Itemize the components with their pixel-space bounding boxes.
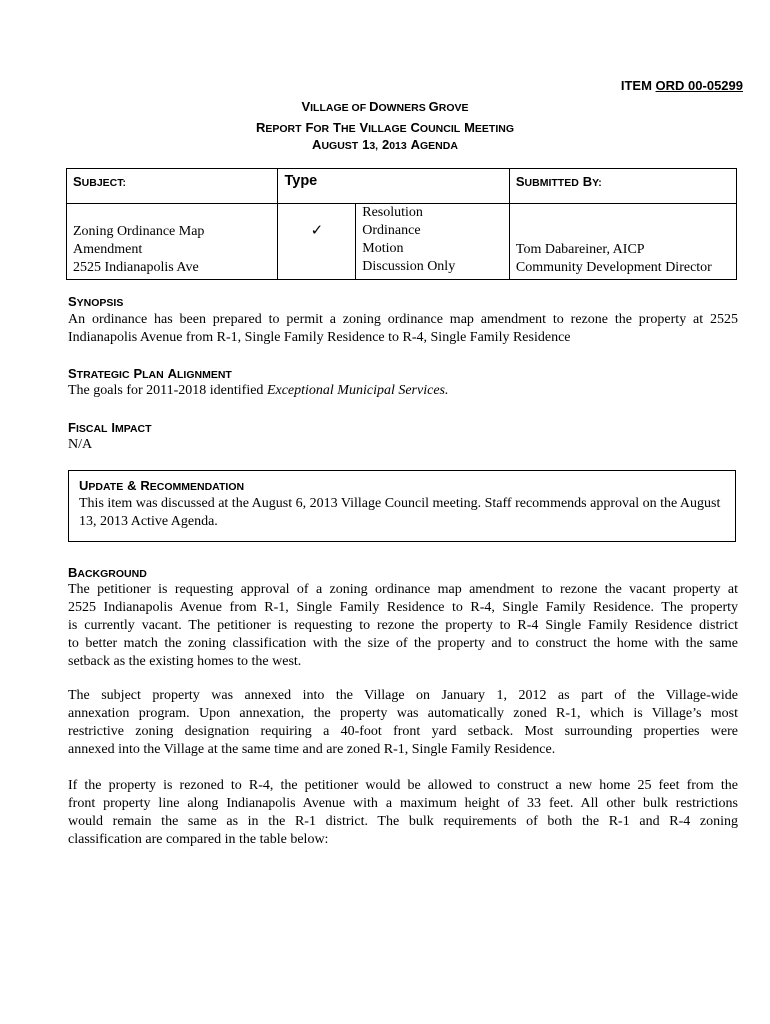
item-prefix: ITEM [620,78,652,93]
type-check-cell [278,204,356,280]
background-paragraph-1: The petitioner is requesting approval of a zoning ordinance map amendment to rezone the vacant property at 2525 Indianapolis Avenue from R-1, Single Family Residence to R-4, Single Family Residence. The property is currently vacant. The petitioner is requesting to rezone the property to R-4 Single Family Residence district to better match the zoning classification with the size of the property and to construct the home with the same setback as the existing homes to the west. [68,582,738,669]
fiscal-impact-title: FISCAL IMPACT [68,420,152,435]
subject-line: Zoning Ordinance Map [73,224,205,239]
type-option-ordinance: Ordinance [362,223,421,238]
submitter-name: Tom Dabareiner, AICP [515,242,645,257]
type-header: Type [278,169,509,204]
type-option-resolution: Resolution [362,205,423,220]
type-option-motion: Motion [362,241,404,256]
strategic-plan-title: STRATEGIC PLAN ALIGNMENT [68,366,232,381]
subject-header: SUBJECT: [67,169,278,204]
fiscal-impact-body: N/A [68,437,93,452]
type-options-cell [356,204,510,280]
update-recommendation-title: UPDATE & RECOMMENDATION [79,478,245,493]
checkmark-icon: ✓ [310,221,324,239]
report-title: REPORT FOR THE VILLAGE COUNCIL MEETING [255,120,514,135]
submitted-by-header: SUBMITTED BY: [509,169,736,204]
subject-line: 2525 Indianapolis Ave [73,260,199,275]
type-option-discussion-only: Discussion Only [362,259,456,274]
agenda-title: AUGUST 13, 2013 AGENDA [312,137,458,152]
subject-table-header-row [67,169,737,204]
submitted-by-cell [509,204,736,280]
update-recommendation-box [68,470,736,542]
subject-line: Amendment [73,242,143,257]
synopsis-title: SYNOPSIS [68,294,124,309]
background-title: BACKGROUND [68,565,147,580]
background-paragraph-2: The subject property was annexed into the Village on January 1, 2012 as part of the Village-wide annexation program. Upon annexation, the property was automatically zoned R-1, which is Village’s most restrictive zoning designation requiring a 40-foot front yard setback. Most surrounding properties were annexed into the Village at the same time and are zoned R-1, Single Family Residence. [68,688,738,757]
background-paragraph-3: If the property is rezoned to R-4, the petitioner would be allowed to construct a new home 25 feet from the front property line along Indianapolis Avenue with a maximum height of 33 feet. All other bulk restrictions would remain the same as in the R-1 district. The bulk requirements of both the R-1 and R-4 zoning classification are compared in the table below: [68,778,738,847]
subject-table [66,168,737,280]
strategic-plan-body: The goals for 2011-2018 identified Exceptional Municipal Services. [68,383,449,398]
item-number [621,78,743,93]
item-ordinance-number: ORD 00-05299 [655,78,743,93]
subject-cell [67,204,278,280]
village-title: VILLAGE OF DOWNERS GROVE [301,99,469,114]
synopsis-body: An ordinance has been prepared to permit a zoning ordinance map amendment to rezone the property at 2525 Indianapolis Avenue from R-1, Single Family Residence to R-4, Single Family Residence [68,312,738,345]
submitter-title: Community Development Director [515,260,712,275]
strategic-goal: Exceptional Municipal Services. [266,383,449,398]
update-recommendation-body: This item was discussed at the August 6, 2013 Village Council meeting. Staff recommends approval on the August 13, 2013 Active Agenda. [79,496,721,529]
subject-table-body-row [67,204,737,280]
